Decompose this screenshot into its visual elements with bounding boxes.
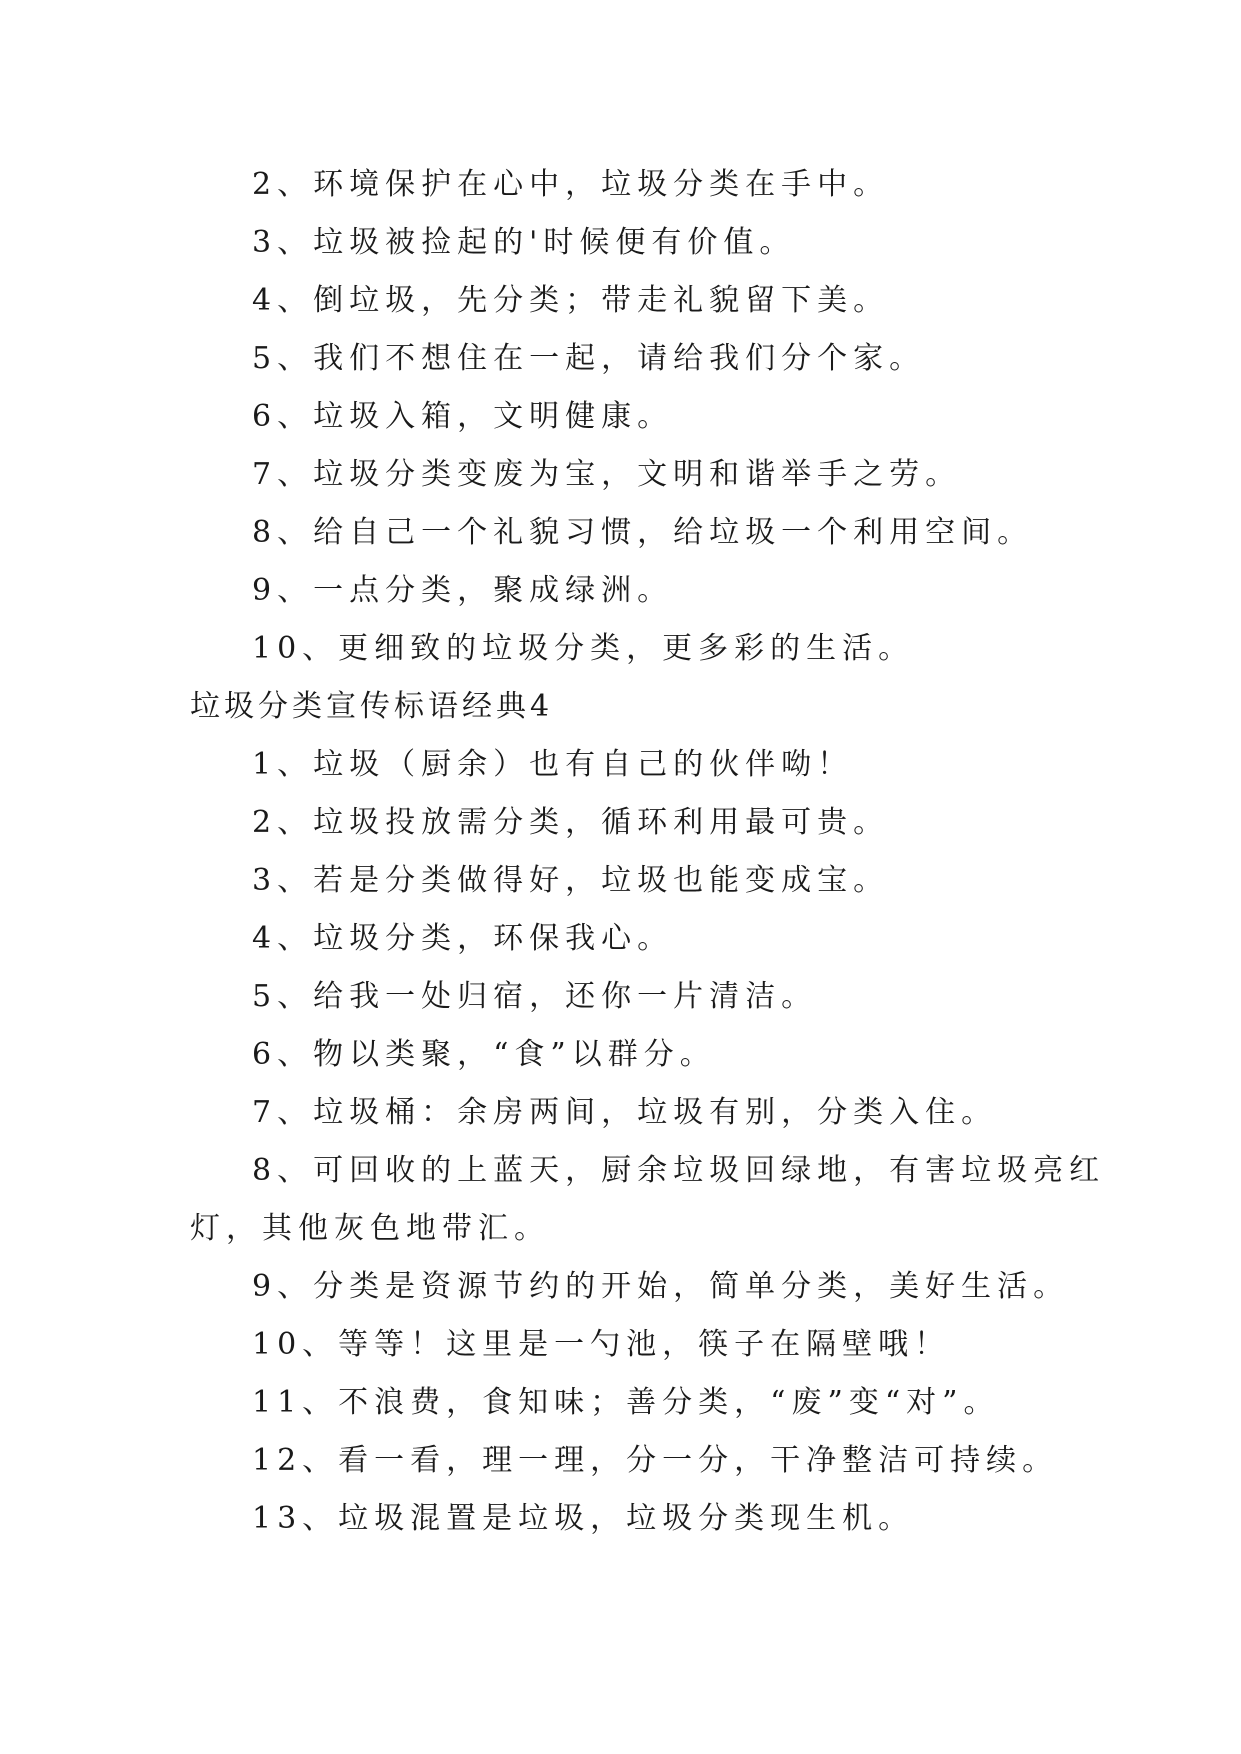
slogan-line: 5、给我一处归宿，还你一片清洁。: [252, 979, 818, 1014]
slogan-line: 3、若是分类做得好，垃圾也能变成宝。: [252, 863, 890, 898]
slogan-line: 6、垃圾入箱，文明健康。: [252, 399, 674, 434]
slogan-line: 3、垃圾被捡起的'时候便有价值。: [252, 225, 796, 260]
slogan-line: 7、垃圾分类变废为宝，文明和谐举手之劳。: [252, 457, 962, 492]
slogan-line: 6、物以类聚，“食”以群分。: [252, 1037, 716, 1072]
slogan-line: 2、环境保护在心中，垃圾分类在手中。: [252, 167, 890, 202]
slogan-line: 9、一点分类，聚成绿洲。: [252, 573, 674, 608]
slogan-line: 4、倒垃圾，先分类；带走礼貌留下美。: [252, 283, 890, 318]
slogan-line: 10、更细致的垃圾分类，更多彩的生活。: [252, 631, 915, 666]
slogan-line: 1、垃圾（厨余）也有自己的伙伴呦！: [252, 747, 854, 782]
slogan-line: 4、垃圾分类，环保我心。: [252, 921, 674, 956]
slogan-line: 2、垃圾投放需分类，循环利用最可贵。: [252, 805, 890, 840]
slogan-line: 5、我们不想住在一起，请给我们分个家。: [252, 341, 926, 376]
slogan-line: 8、给自己一个礼貌习惯，给垃圾一个利用空间。: [252, 515, 1034, 550]
slogan-line: 11、不浪费，食知味；善分类，“废”变“对”。: [252, 1385, 1000, 1420]
slogan-line: 9、分类是资源节约的开始，简单分类，美好生活。: [252, 1269, 1070, 1304]
section-heading: 垃圾分类宣传标语经典4: [190, 689, 554, 724]
slogan-line: 7、垃圾桶：余房两间，垃圾有别，分类入住。: [252, 1095, 998, 1130]
slogan-line: 10、等等！这里是一勺池，筷子在隔壁哦！: [252, 1327, 951, 1362]
slogan-line: 12、看一看，理一理，分一分，干净整洁可持续。: [252, 1443, 1059, 1478]
slogan-line: 8、可回收的上蓝天，厨余垃圾回绿地，有害垃圾亮红: [252, 1153, 1106, 1188]
slogan-line: 13、垃圾混置是垃圾，垃圾分类现生机。: [252, 1501, 915, 1536]
slogan-line-continuation: 灯，其他灰色地带汇。: [190, 1211, 550, 1246]
